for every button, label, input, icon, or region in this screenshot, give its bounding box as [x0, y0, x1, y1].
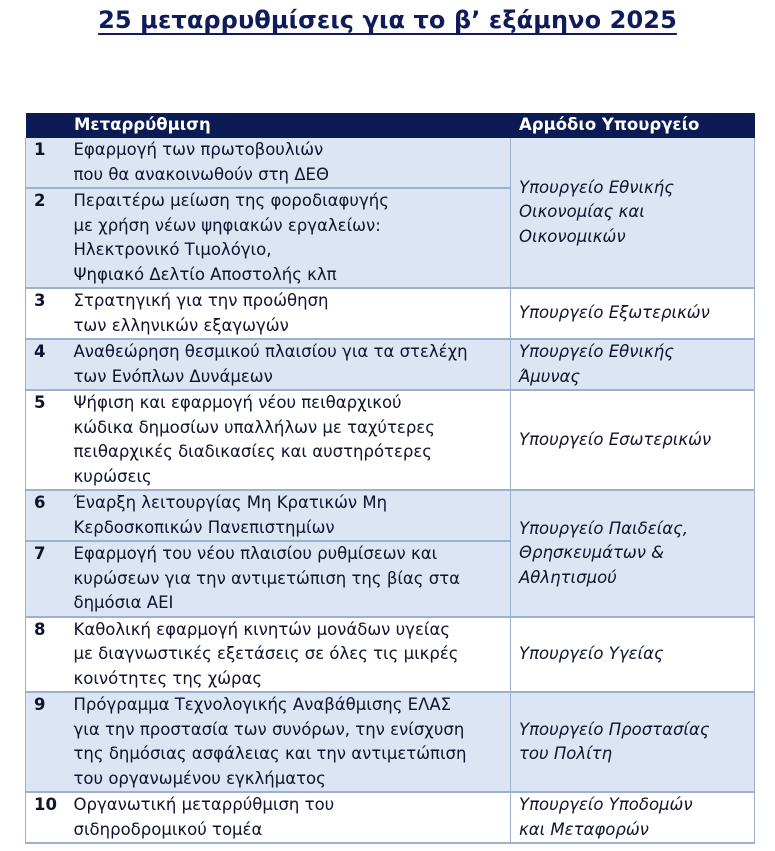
- reform-line: Ψήφιση και εφαρμογή νέου πειθαρχικού: [73, 393, 402, 412]
- table-row: [26, 390, 755, 490]
- table-row: [26, 339, 755, 390]
- reform-line: Ηλεκτρονικό Τιμολόγιο,: [73, 240, 272, 259]
- ministry-line: Υπουργείο Εθνικής: [519, 342, 674, 361]
- ministry-cell: [511, 792, 755, 843]
- row-number: 6: [26, 490, 66, 541]
- ministry-line: Αθλητισμού: [519, 567, 617, 587]
- ministry-line: Άμυνας: [519, 366, 581, 386]
- reform-cell: [66, 339, 511, 390]
- ministry-cell: [511, 692, 755, 792]
- reform-line: Εφαρμογή του νέου πλαισίου ρυθμίσεων και: [73, 544, 438, 563]
- reform-line: του οργανωμένου εγκλήματος: [73, 768, 326, 788]
- reform-line: κυρώσεις: [73, 466, 152, 486]
- reform-line: Εφαρμογή των πρωτοβουλιών: [73, 140, 324, 159]
- row-number: 7: [26, 541, 66, 617]
- reform-line: δημόσια ΑΕΙ: [73, 593, 174, 612]
- reform-cell: [66, 617, 511, 693]
- table-header-row: [26, 113, 755, 138]
- ministry-cell: [511, 390, 755, 490]
- reforms-table: [25, 113, 755, 844]
- reform-line: κυρώσεων για την αντιμετώπιση της βίας στα: [73, 568, 461, 588]
- reform-line: Πρόγραμμα Τεχνολογικής Αναβάθμισης ΕΛΑΣ: [73, 695, 452, 714]
- table-row: [26, 288, 755, 339]
- ministry-line: Υπουργείο Προστασίας: [519, 719, 710, 739]
- ministry-line: Οικονομικών: [519, 226, 626, 246]
- ministry-line: Υπουργείο Υγείας: [519, 644, 664, 663]
- reform-line: με διαγνωστικές εξετάσεις σε όλες τις μικρές: [73, 644, 459, 663]
- row-number: 5: [26, 390, 66, 490]
- ministry-line: Οικονομίας και: [519, 202, 645, 222]
- ministry-line: Υπουργείο Παιδείας,: [519, 518, 689, 538]
- reform-cell: [66, 188, 511, 288]
- table-row: [26, 490, 755, 541]
- reform-line: κοινότητες της χώρας: [73, 668, 263, 688]
- ministry-line: Υπουργείο Εσωτερικών: [519, 429, 712, 449]
- reform-line: πειθαρχικές διαδικασίες και αυστηρότερες: [73, 442, 432, 461]
- page-title: 25 μεταρρυθμίσεις για το β’ εξάμηνο 2025: [98, 6, 677, 34]
- ministry-line: Υπουργείο Εθνικής: [519, 177, 674, 197]
- reform-line: των Ενόπλων Δυνάμεων: [73, 366, 273, 386]
- ministry-line: του Πολίτη: [519, 744, 613, 763]
- reform-line: για την προστασία των συνόρων, την ενίσχυση: [73, 719, 465, 739]
- header-number: [26, 113, 66, 138]
- reform-line: Κερδοσκοπικών Πανεπιστημίων: [73, 517, 335, 537]
- reform-line: της δημόσιας ασφάλειας και την αντιμετώπιση: [73, 744, 467, 763]
- reform-cell: [66, 490, 511, 541]
- reform-cell: [66, 541, 511, 617]
- ministry-line: και Μεταφορών: [519, 819, 649, 839]
- row-number: 4: [26, 339, 66, 390]
- ministry-cell: [511, 490, 755, 617]
- table-row: [26, 792, 755, 843]
- reform-cell: [66, 692, 511, 792]
- row-number: 2: [26, 188, 66, 288]
- table-row: [26, 617, 755, 693]
- reform-line: Αναθεώρηση θεσμικού πλαισίου για τα στελέχη: [73, 342, 468, 361]
- ministry-cell: [511, 138, 755, 288]
- reform-line: Οργανωτική μεταρρύθμιση του: [73, 795, 335, 814]
- reform-line: κώδικα δημοσίων υπαλλήλων με ταχύτερες: [73, 417, 435, 437]
- row-number: 3: [26, 288, 66, 339]
- table-row: [26, 138, 755, 188]
- ministry-line: Υπουργείο Εξωτερικών: [519, 303, 710, 323]
- row-number: 8: [26, 617, 66, 693]
- reform-line: Στρατηγική για την προώθηση: [73, 291, 329, 310]
- table-row: [26, 692, 755, 792]
- reform-line: Έναρξη λειτουργίας Μη Κρατικών Μη: [73, 493, 388, 512]
- reform-line: που θα ανακοινωθούν στη ΔΕΘ: [73, 164, 329, 184]
- header-ministry: Αρμόδιο Υπουργείο: [511, 113, 755, 138]
- reform-line: με χρήση νέων ψηφιακών εργαλείων:: [73, 215, 381, 235]
- ministry-line: Θρησκευμάτων &: [519, 543, 665, 562]
- row-number: 9: [26, 692, 66, 792]
- ministry-cell: [511, 339, 755, 390]
- header-reform: Μεταρρύθμιση: [66, 113, 511, 138]
- ministry-cell: [511, 288, 755, 339]
- reform-cell: [66, 138, 511, 188]
- row-number: 1: [26, 138, 66, 188]
- reform-line: των ελληνικών εξαγωγών: [73, 315, 289, 335]
- row-number: 10: [26, 792, 66, 843]
- reform-cell: [66, 792, 511, 843]
- ministry-cell: [511, 617, 755, 693]
- reform-line: σιδηροδρομικού τομέα: [73, 819, 263, 839]
- reform-cell: [66, 390, 511, 490]
- reform-line: Καθολική εφαρμογή κινητών μονάδων υγείας: [73, 619, 451, 639]
- ministry-line: Υπουργείο Υποδομών: [519, 795, 693, 814]
- reform-cell: [66, 288, 511, 339]
- reform-line: Περαιτέρω μείωση της φοροδιαφυγής: [73, 191, 389, 210]
- reform-line: Ψηφιακό Δελτίο Αποστολής κλπ: [73, 264, 337, 284]
